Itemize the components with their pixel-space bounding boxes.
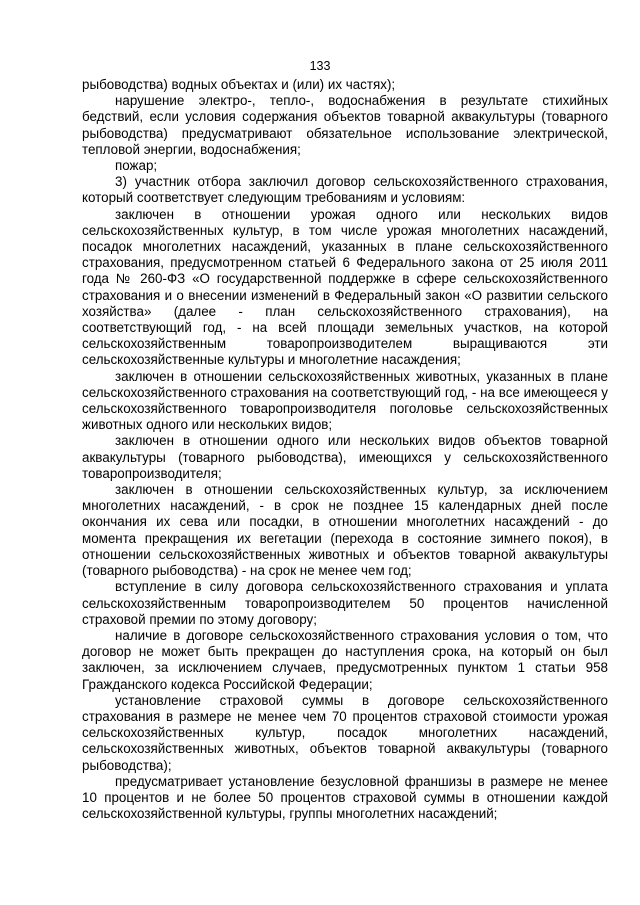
page-number: 133 [309, 59, 331, 73]
paragraph-6: заключен в отношении сельскохозяйственных животных, указанных в плане сельскохозяйственного страхования на соответствующий год, - на все имеющееся у сельскохозяйственного товаропроизводителя поголовье сельскохозяйственных животных одного или нескольких видов; [82, 368, 608, 433]
paragraph-9: вступление в силу договора сельскохозяйственного страхования и уплата сельскохозяйственным товаропроизводителем 50 процентов начисленной страховой премии по этому договору; [82, 579, 608, 627]
paragraph-5: заключен в отношении урожая одного или нескольких видов сельскохозяйственных культур, в том числе урожая многолетних насаждений, посадок многолетних насаждений, указанных в плане сельскохозяйственного страхования, предусмотренном статьей 6 Федерального закона от 25 июля 2011 года № 260-ФЗ «О государственной поддержке в сфере сельскохозяйственного страхования и о внесении изменений в Федеральный закон «О развитии сельского хозяйства» (далее - план сельскохозяйственного страхования), на соответствующий год, - на всей площади земельных участков, на которой сельскохозяйственным товаропроизводителем выращиваются эти сельскохозяйственные культуры и многолетние насаждения; [82, 206, 608, 368]
paragraph-2: нарушение электро-, тепло-, водоснабжения в результате стихийных бедствий, если условия содержания объектов товарной аквакультуры (товарного рыбоводства) предусматривают обязательное использование электрической, тепловой энергии, водоснабжения; [82, 93, 608, 157]
paragraph-1: рыбоводства) водных объектах и (или) их частях); [82, 77, 396, 92]
paragraph-8: заключен в отношении сельскохозяйственных культур, за исключением многолетних насаждений, - в срок не позднее 15 календарных дней после окончания их сева или посадки, в отношении многолетних насаждений - до момента прекращения их вегетации (перехода в состояние зимнего покоя), в отношении сельскохозяйственных животных и объектов товарной аквакультуры (товарного рыбоводства) - на срок не менее чем год; [82, 482, 608, 579]
document-body [82, 77, 608, 822]
paragraph-4: 3) участник отбора заключил договор сельскохозяйственного страхования, который соответствует следующим требованиям и условиям: [82, 174, 608, 206]
paragraph-10: наличие в договоре сельскохозяйственного страхования условия о том, что договор не может быть прекращен до наступления срока, на который он был заключен, за исключением случаев, предусмотренных пунктом 1 статьи 958 Гражданского кодекса Российской Федерации; [82, 627, 608, 692]
paragraph-12: предусматривает установление безусловной франшизы в размере не менее 10 процентов и не более 50 процентов страховой суммы в отношении каждой сельскохозяйственной культуры, группы многолетних насаждений; [82, 773, 608, 822]
paragraph-7: заключен в отношении одного или нескольких видов объектов товарной аквакультуры (товарного рыбоводства), имеющихся у сельскохозяйственного товаропроизводителя; [82, 433, 608, 481]
paragraph-11: установление страховой суммы в договоре сельскохозяйственного страхования в размере не менее чем 70 процентов страховой стоимости урожая сельскохозяйственных культур, посадок многолетних насаждений, сельскохозяйственных животных, объектов товарной аквакультуры (товарного рыбоводства); [82, 692, 608, 773]
paragraph-3: пожар; [115, 158, 158, 174]
